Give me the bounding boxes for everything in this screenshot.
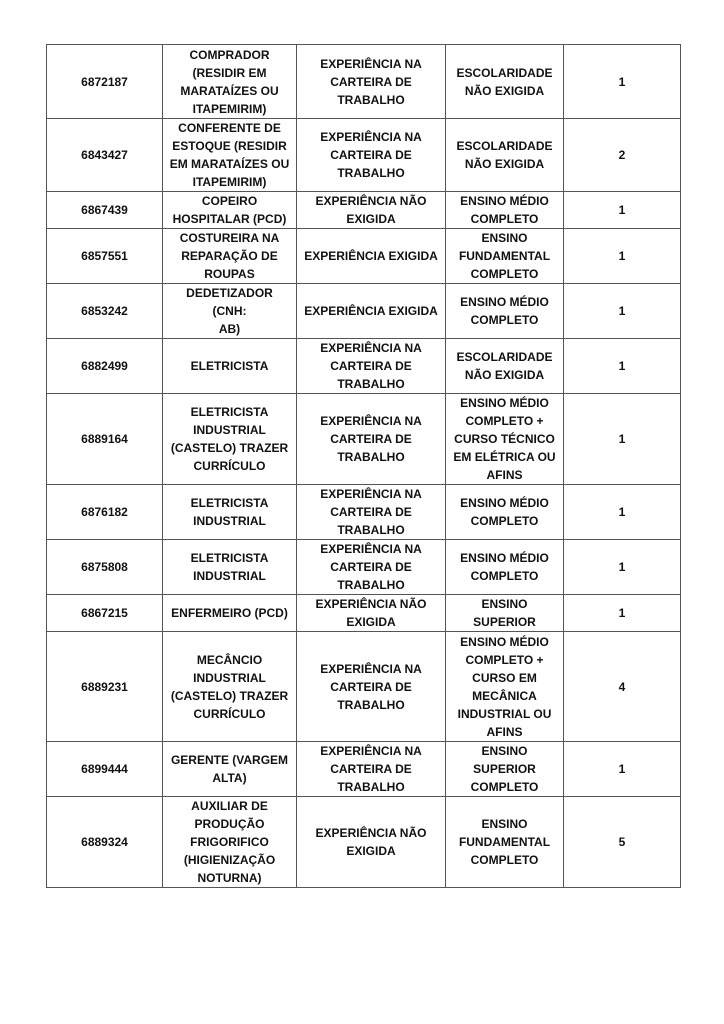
table-row	[47, 540, 681, 595]
experience-requirement: EXPERIÊNCIA NÃO EXIGIDA	[297, 595, 446, 632]
job-title: GERENTE (VARGEM ALTA)	[163, 742, 297, 797]
job-title: DEDETIZADOR (CNH: AB)	[163, 284, 297, 339]
job-code: 6876182	[47, 485, 163, 540]
experience-requirement: EXPERIÊNCIA NA CARTEIRA DE TRABALHO	[297, 339, 446, 394]
job-title: ELETRICISTA	[163, 339, 297, 394]
education-requirement: ENSINO SUPERIOR COMPLETO	[446, 742, 564, 797]
experience-requirement: EXPERIÊNCIA EXIGIDA	[297, 229, 446, 284]
vacancy-count: 4	[564, 632, 681, 742]
table-row	[47, 394, 681, 485]
education-requirement: ENSINO MÉDIO COMPLETO + CURSO TÉCNICO EM ELÉTRICA OU AFINS	[446, 394, 564, 485]
vacancy-count: 1	[564, 339, 681, 394]
job-code: 6875808	[47, 540, 163, 595]
job-code: 6889231	[47, 632, 163, 742]
table-row	[47, 192, 681, 229]
job-title: COSTUREIRA NA REPARAÇÃO DE ROUPAS	[163, 229, 297, 284]
job-vacancies-table	[46, 44, 681, 888]
experience-requirement: EXPERIÊNCIA NA CARTEIRA DE TRABALHO	[297, 485, 446, 540]
education-requirement: ENSINO SUPERIOR	[446, 595, 564, 632]
education-requirement: ESCOLARIDADE NÃO EXIGIDA	[446, 45, 564, 119]
job-code: 6889164	[47, 394, 163, 485]
education-requirement: ENSINO MÉDIO COMPLETO	[446, 192, 564, 229]
job-code: 6899444	[47, 742, 163, 797]
table-row	[47, 45, 681, 119]
table-row	[47, 229, 681, 284]
vacancy-count: 1	[564, 394, 681, 485]
education-requirement: ENSINO FUNDAMENTAL COMPLETO	[446, 229, 564, 284]
vacancy-count: 1	[564, 742, 681, 797]
job-code: 6843427	[47, 119, 163, 192]
table-row	[47, 797, 681, 888]
experience-requirement: EXPERIÊNCIA NA CARTEIRA DE TRABALHO	[297, 742, 446, 797]
document-page	[46, 44, 680, 888]
job-title: ELETRICISTA INDUSTRIAL (CASTELO) TRAZER CURRÍCULO	[163, 394, 297, 485]
table-row	[47, 119, 681, 192]
table-row	[47, 339, 681, 394]
job-code: 6867439	[47, 192, 163, 229]
job-title: COMPRADOR (RESIDIR EM MARATAÍZES OU ITAPEMIRIM)	[163, 45, 297, 119]
experience-requirement: EXPERIÊNCIA NA CARTEIRA DE TRABALHO	[297, 540, 446, 595]
experience-requirement: EXPERIÊNCIA NA CARTEIRA DE TRABALHO	[297, 119, 446, 192]
education-requirement: ENSINO MÉDIO COMPLETO	[446, 284, 564, 339]
table-row	[47, 742, 681, 797]
education-requirement: ENSINO FUNDAMENTAL COMPLETO	[446, 797, 564, 888]
education-requirement: ENSINO MÉDIO COMPLETO + CURSO EM MECÂNICA INDUSTRIAL OU AFINS	[446, 632, 564, 742]
job-title: ELETRICISTA INDUSTRIAL	[163, 540, 297, 595]
job-code: 6853242	[47, 284, 163, 339]
job-code: 6882499	[47, 339, 163, 394]
experience-requirement: EXPERIÊNCIA NA CARTEIRA DE TRABALHO	[297, 632, 446, 742]
job-code: 6872187	[47, 45, 163, 119]
job-title: ELETRICISTA INDUSTRIAL	[163, 485, 297, 540]
education-requirement: ESCOLARIDADE NÃO EXIGIDA	[446, 119, 564, 192]
job-title: MECÂNCIO INDUSTRIAL (CASTELO) TRAZER CURRÍCULO	[163, 632, 297, 742]
table-row	[47, 632, 681, 742]
experience-requirement: EXPERIÊNCIA NÃO EXIGIDA	[297, 797, 446, 888]
vacancy-count: 1	[564, 284, 681, 339]
education-requirement: ENSINO MÉDIO COMPLETO	[446, 485, 564, 540]
education-requirement: ESCOLARIDADE NÃO EXIGIDA	[446, 339, 564, 394]
table-row	[47, 284, 681, 339]
job-code: 6857551	[47, 229, 163, 284]
job-code: 6867215	[47, 595, 163, 632]
job-title: AUXILIAR DE PRODUÇÃO FRIGORIFICO (HIGIENIZAÇÃO NOTURNA)	[163, 797, 297, 888]
education-requirement: ENSINO MÉDIO COMPLETO	[446, 540, 564, 595]
job-title: COPEIRO HOSPITALAR (PCD)	[163, 192, 297, 229]
experience-requirement: EXPERIÊNCIA EXIGIDA	[297, 284, 446, 339]
vacancy-count: 1	[564, 45, 681, 119]
experience-requirement: EXPERIÊNCIA NA CARTEIRA DE TRABALHO	[297, 45, 446, 119]
vacancy-count: 1	[564, 192, 681, 229]
vacancy-count: 1	[564, 229, 681, 284]
job-title: CONFERENTE DE ESTOQUE (RESIDIR EM MARATAÍZES OU ITAPEMIRIM)	[163, 119, 297, 192]
vacancy-count: 1	[564, 540, 681, 595]
vacancy-count: 5	[564, 797, 681, 888]
vacancy-count: 2	[564, 119, 681, 192]
vacancy-count: 1	[564, 485, 681, 540]
experience-requirement: EXPERIÊNCIA NÃO EXIGIDA	[297, 192, 446, 229]
table-row	[47, 595, 681, 632]
experience-requirement: EXPERIÊNCIA NA CARTEIRA DE TRABALHO	[297, 394, 446, 485]
vacancy-count: 1	[564, 595, 681, 632]
table-row	[47, 485, 681, 540]
job-title: ENFERMEIRO (PCD)	[163, 595, 297, 632]
job-code: 6889324	[47, 797, 163, 888]
